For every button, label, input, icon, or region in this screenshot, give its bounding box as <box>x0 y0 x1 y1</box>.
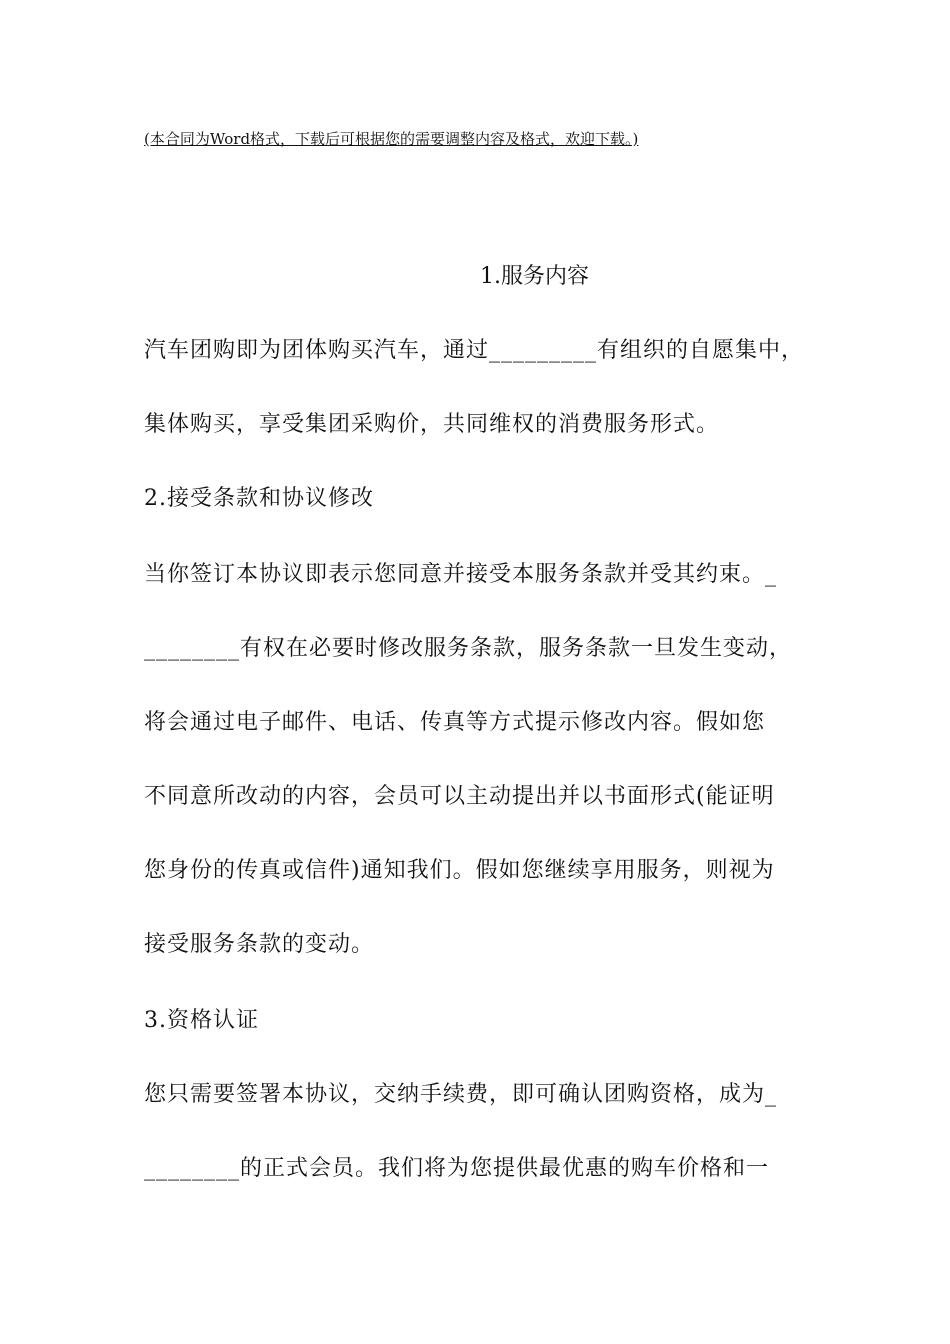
section-2-line-4: 不同意所改动的内容，会员可以主动提出并以书面形式(能证明 <box>144 784 775 809</box>
format-notice: (本合同为Word格式，下载后可根据您的需要调整内容及格式，欢迎下载。) <box>144 130 639 148</box>
section-3-line-2: ________的正式会员。我们将为您提供最优惠的购车价格和一 <box>144 1156 770 1181</box>
section-3-line-1: 您只需要签署本协议，交纳手续费，即可确认团购资格，成为_ <box>144 1082 778 1107</box>
section-1-line-2: 集体购买，享受集团采购价，共同维权的消费服务形式。 <box>144 412 720 437</box>
section-2-heading: 2.接受条款和协议修改 <box>144 486 374 511</box>
section-2-line-1: 当你签订本协议即表示您同意并接受本服务条款并受其约束。_ <box>144 562 778 587</box>
section-3-heading: 3.资格认证 <box>144 1008 259 1033</box>
section-2-line-2: ________有权在必要时修改服务条款，服务条款一旦发生变动， <box>144 636 793 661</box>
section-1-heading: 1.服务内容 <box>480 264 589 289</box>
section-1-line-1: 汽车团购即为团体购买汽车，通过_________有组织的自愿集中， <box>144 338 805 363</box>
section-2-line-5: 您身份的传真或信件)通知我们。假如您继续享用服务，则视为 <box>144 858 775 883</box>
section-2-line-6: 接受服务条款的变动。 <box>144 932 375 957</box>
section-2-line-3: 将会通过电子邮件、电话、传真等方式提示修改内容。假如您 <box>144 710 766 735</box>
